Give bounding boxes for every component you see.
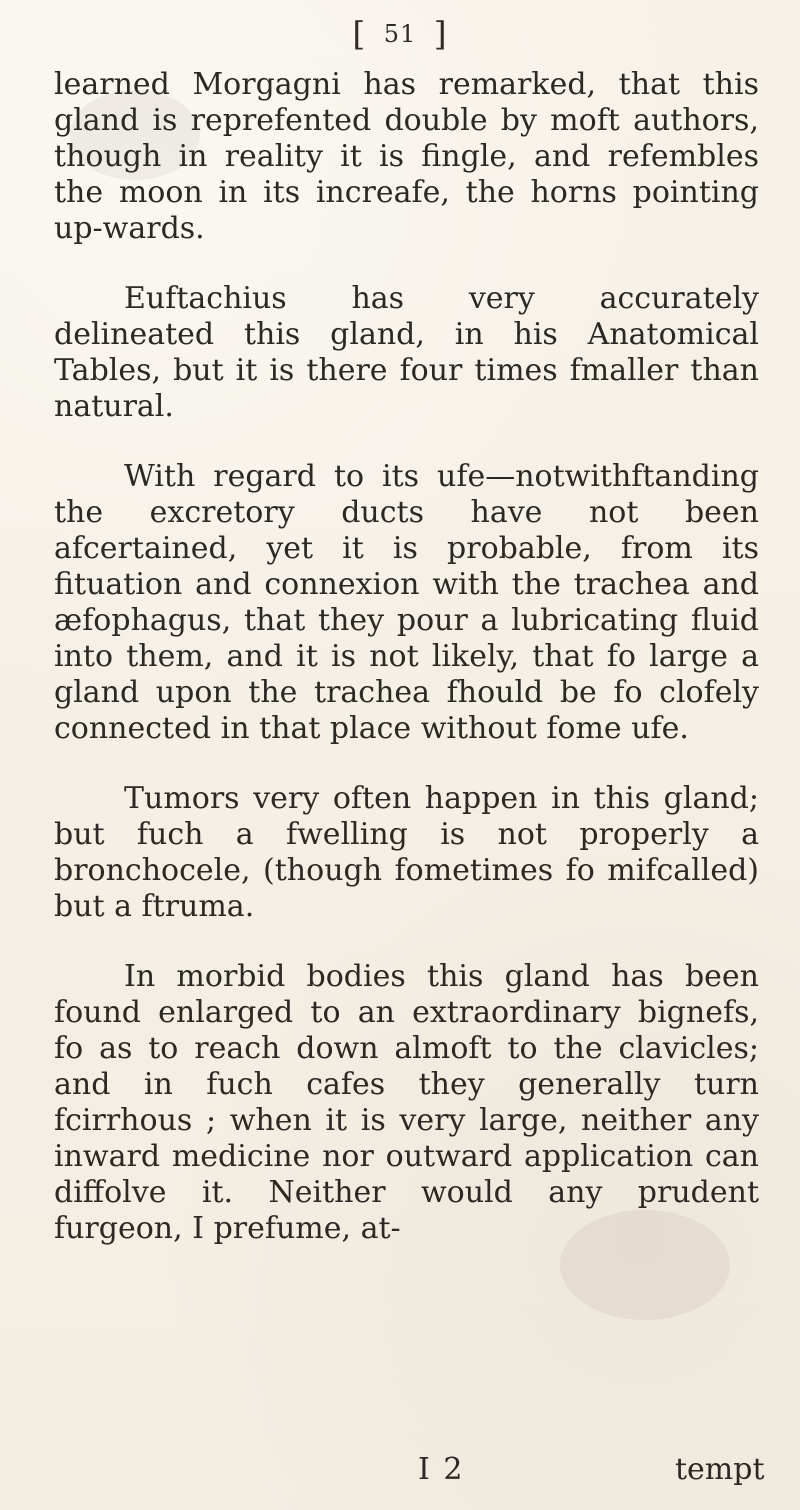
paragraph-tumors: Tumors very often happen in this gland; but fuch a fwelling is not properly a bronchocele, (though fometimes fo mifcalled) but a ftruma. bbox=[54, 781, 759, 924]
bracket-open: [ bbox=[352, 14, 367, 53]
paragraph-morgagni: learned Morgagni has remarked, that this gland is reprefented double by moft authors, though in reality it is fingle, and refembles the moon in its increafe, the horns pointing up-wards. bbox=[54, 67, 759, 246]
main-text bbox=[54, 67, 759, 1247]
catchword: tempt bbox=[675, 1452, 765, 1487]
page-footer bbox=[0, 1452, 800, 1492]
page-number: 51 bbox=[383, 20, 417, 48]
paragraph-use: With regard to its ufe—notwithftanding the excretory ducts have not been afcertained, yet it is probable, from its fituation and connexion with the trachea and æfophagus, that they pour a lubricating fluid into them, and it is not likely, that fo large a gland upon the trachea fhould be fo clofely connected in that place without fome ufe. bbox=[54, 459, 759, 746]
bracket-close: ] bbox=[433, 14, 448, 53]
paragraph-morbid-bodies: In morbid bodies this gland has been found enlarged to an extraordinary bignefs, fo as to reach down almoft to the clavicles; and in fuch cafes they generally turn fcirrhous ; when it is very large, neither any inward medicine nor outward application can diffolve it. Neither would any prudent furgeon, I prefume, at- bbox=[54, 959, 759, 1246]
page-number-header bbox=[0, 14, 800, 53]
paragraph-euftachius: Euftachius has very accurately delineated this gland, in his Anatomical Tables, but it is there four times fmaller than natural. bbox=[54, 281, 759, 424]
signature-mark: I 2 bbox=[418, 1452, 465, 1487]
